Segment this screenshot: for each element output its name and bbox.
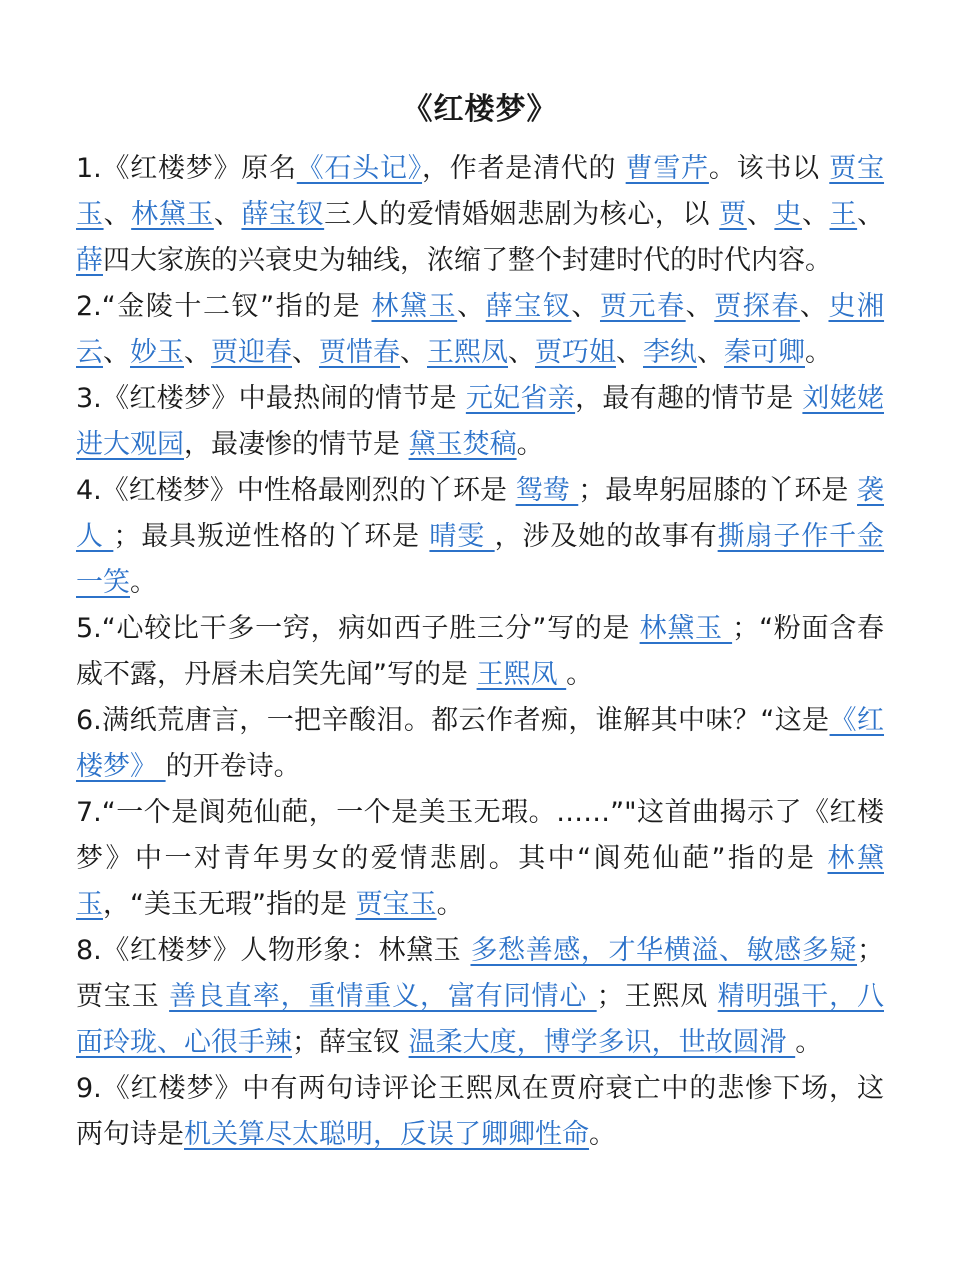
question-text: 。 [805,337,832,368]
question-list [76,146,884,1158]
answer-blank: 妙玉 [130,337,184,368]
answer-blank: 撕扇子作千金一笑 [76,521,885,598]
answer-blank: 多愁善感，才华横溢、敏感多疑 [470,935,858,966]
question-text: 。该书以 [708,153,830,184]
answer-blank: 《石头记》 [296,153,423,184]
answer-blank: 精明强干，八面玲珑、心很手辣 [76,981,884,1058]
question-text: 、 [400,337,427,368]
question-item [76,284,884,376]
question-text: 1.《红楼梦》原名 [76,153,297,184]
question-text: 、 [213,199,242,230]
answer-blank: 黛玉焚稿 [408,429,517,460]
question-text: 四大家族的兴衰史为轴线，浓缩了整个封建时代的时代内容。 [103,245,832,276]
question-item [76,1066,884,1158]
question-text: 。 [795,1027,823,1058]
answer-blank: 善良直率，重情重义，富有同情心 [169,981,597,1012]
question-text: 9.《红楼梦》中有两句诗评论王熙凤在贾府衰亡中的悲惨下场，这两句诗是 [76,1073,884,1150]
question-text: 、 [103,337,130,368]
answer-blank: 贾宝玉 [76,153,885,230]
question-text: ，涉及她的故事有 [494,521,718,552]
question-text: 、 [857,199,885,230]
question-text: 、 [697,337,724,368]
question-text: ；薛宝钗 [292,1027,409,1058]
question-text: 、 [292,337,319,368]
answer-blank: 林黛玉 [131,199,214,230]
question-text: 7.“一个是阆苑仙葩，一个是美玉无瑕。……”"这首曲揭示了《红楼梦》中一对青年男女的爱情悲剧。其中“阆苑仙葩”指的是 [76,797,884,874]
question-text: 2.“金陵十二钗”指的是 [76,291,372,322]
question-text: 、 [103,199,132,230]
answer-blank: 王熙凤 [476,659,567,690]
answer-blank: 刘姥姥进大观园 [76,383,885,460]
answer-blank: 贾宝玉 [355,889,437,920]
answer-blank: 林黛玉 [371,291,458,322]
answer-blank: 机关算尽太聪明，反误了卿卿性命 [184,1119,589,1150]
answer-blank: 贾探春 [714,291,800,322]
question-text: 、 [457,291,486,322]
question-text: 、 [746,199,775,230]
question-text: 。 [130,567,157,598]
answer-blank: 袭人 [76,475,884,552]
question-text: 5.“心较比干多一窍，病如西子胜三分”写的是 [76,613,640,644]
answer-blank: 薛宝钗 [485,291,572,322]
question-text: 、 [184,337,211,368]
question-item [76,376,884,468]
answer-blank: 曹雪芹 [625,153,709,184]
question-text: 、 [508,337,535,368]
question-text: 。 [566,659,594,690]
question-text: ，“美玉无瑕”指的是 [103,889,356,920]
answer-blank: 薛 [76,245,103,276]
answer-blank: 林黛玉 [76,843,884,920]
question-item [76,928,884,1066]
answer-blank: 温柔大度，博学多识，世故圆滑 [408,1027,796,1058]
question-item [76,606,884,698]
question-text: ；“粉面含春威不露，丹唇未启笑先闻”写的是 [76,613,884,690]
question-text: 、 [616,337,643,368]
question-text: ，最凄惨的情节是 [184,429,409,460]
answer-blank: 秦可卿 [724,337,805,368]
question-text: 三人的爱情婚姻悲剧为核心，以 [324,199,720,230]
question-item [76,698,884,790]
answer-blank: 晴雯 [429,521,495,552]
question-item [76,146,884,284]
question-text: 4.《红楼梦》中性格最刚烈的丫环是 [76,475,516,506]
question-text: 的开卷诗。 [165,751,301,782]
answer-blank: 贾惜春 [319,337,400,368]
question-text: 、 [801,199,830,230]
answer-blank: 元妃省亲 [465,383,576,414]
answer-blank: 史 [774,199,802,230]
answer-blank: 贾迎春 [211,337,292,368]
answer-blank: 贾巧姐 [535,337,616,368]
question-text: ；贾宝玉 [76,935,885,1012]
answer-blank: 史湘云 [76,291,885,368]
question-item [76,790,884,928]
answer-blank: 贾 [719,199,747,230]
question-item [76,468,884,606]
question-text: 、 [685,291,715,322]
answer-blank: 鸳鸯 [515,475,579,506]
question-text: ；最具叛逆性格的丫环是 [113,521,430,552]
question-text: 。 [589,1119,616,1150]
answer-blank: 林黛玉 [639,613,733,644]
question-text: 、 [571,291,600,322]
question-text: ；最卑躬屈膝的丫环是 [578,475,857,506]
question-text: 8.《红楼梦》人物形象：林黛玉 [76,935,471,966]
answer-blank: 薛宝钗 [241,199,325,230]
answer-blank: 贾元春 [599,291,686,322]
question-text: 、 [799,291,829,322]
question-text: 。 [436,889,464,920]
question-text: ，最有趣的情节是 [575,383,803,414]
question-text: 6.满纸荒唐言，一把辛酸泪。都云作者痴，谁解其中味？“这是 [76,705,830,736]
question-text: 3.《红楼梦》中最热闹的情节是 [76,383,466,414]
answer-blank: 王 [829,199,858,230]
answer-blank: 王熙凤 [427,337,508,368]
question-text: 。 [516,429,544,460]
answer-blank: 李纨 [643,337,697,368]
page-title: 《红楼梦》 [402,92,558,127]
question-text: ；王熙凤 [596,981,718,1012]
answer-blank: 《红楼梦》 [76,705,885,782]
question-text: ，作者是清代的 [422,153,626,184]
